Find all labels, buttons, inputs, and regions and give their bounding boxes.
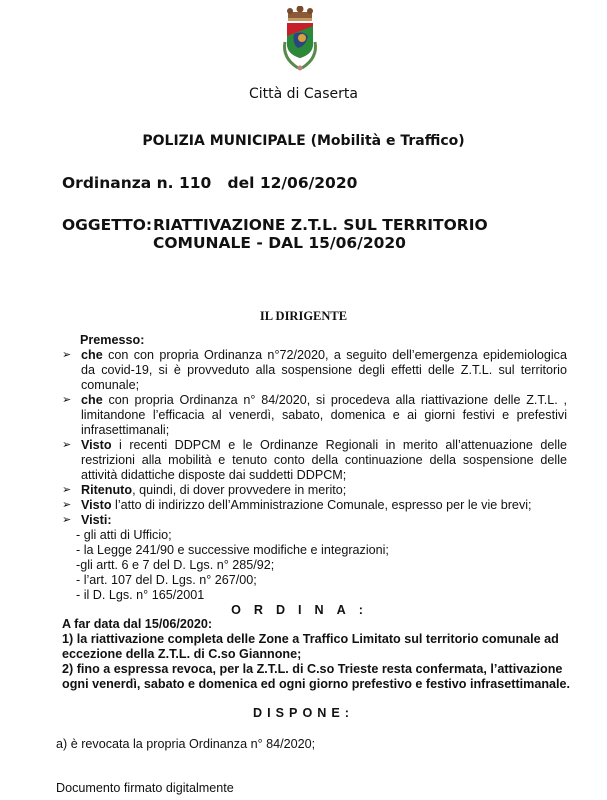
- ordina-point-1: 1) la riattivazione completa delle Zone a Traffico Limitato sul territorio comunale ad eccezione della Z.T.L. di C.so Giannone;: [62, 632, 559, 661]
- premise-text: l’atto di indirizzo dell’Amministrazione Comunale, espresso per le vie brevi;: [111, 498, 532, 512]
- premise-text: con con propria Ordinanza n°72/2020, a seguito dell’emergenza epidemiologica da covid-19, si è provveduto alla sospensione degli effetti delle Z.T.L. sul territorio comunale;: [81, 348, 567, 392]
- arrow-bullet-icon: ➢: [62, 514, 72, 526]
- ordina-point-2: 2) fino a espressa revoca, per la Z.T.L. di C.so Trieste resta confermata, l’attivazione ogni venerdì, sabato e domenica ed ogni giorno prefestivo e festivo infrasettimanale.: [62, 662, 571, 691]
- subject-text: [153, 216, 488, 252]
- premise-item: [62, 438, 567, 483]
- arrow-bullet-icon: ➢: [62, 349, 72, 361]
- premise-lead: che: [81, 348, 103, 362]
- premise-item: [62, 348, 567, 393]
- arrow-bullet-icon: ➢: [62, 439, 72, 451]
- ordina-body: [62, 617, 582, 692]
- dispone-point-a: a) è revocata la propria Ordinanza n° 84/2020;: [56, 737, 316, 751]
- premise-lead: Visto: [81, 438, 112, 452]
- subject-line-1: RIATTIVAZIONE Z.T.L. SUL TERRITORIO: [153, 216, 488, 234]
- subject-line-2: COMUNALE - DAL 15/06/2020: [153, 234, 406, 252]
- premesso-heading: Premesso:: [80, 333, 145, 347]
- city-crest-icon: [276, 6, 324, 78]
- premise-lead: Visto: [81, 498, 112, 512]
- visti-item: - gli atti di Ufficio;: [76, 528, 172, 542]
- subject-label: OGGETTO:: [62, 216, 153, 234]
- premise-item: [62, 483, 567, 498]
- premise-item: [62, 393, 567, 438]
- premise-lead: Ritenuto: [81, 483, 133, 497]
- department-title: POLIZIA MUNICIPALE (Mobilità e Traffico): [142, 133, 465, 149]
- visti-item: - il D. Lgs. n° 165/2001: [76, 588, 205, 602]
- arrow-bullet-icon: ➢: [62, 484, 72, 496]
- visti-item: - la Legge 241/90 e successive modifiche e integrazioni;: [76, 543, 389, 557]
- premise-text: i recenti DDPCM e le Ordinanze Regionali in merito all’attenuazione delle restrizioni alla mobilità e tenuto conto della continuazione della sospensione delle attività didattiche disposte dai suddetti DDPCM;: [81, 438, 567, 482]
- visti-item: -gli artt. 6 e 7 del D. Lgs. n° 285/92;: [76, 558, 275, 572]
- visti-item: - l’art. 107 del D. Lgs. n° 267/00;: [76, 573, 257, 587]
- arrow-bullet-icon: ➢: [62, 499, 72, 511]
- arrow-bullet-icon: ➢: [62, 394, 72, 406]
- dirigente-heading: IL DIRIGENTE: [259, 309, 348, 323]
- premise-lead: che: [81, 393, 103, 407]
- premise-item: [62, 513, 567, 528]
- premise-text: con propria Ordinanza n° 84/2020, si procedeva alla riattivazione delle Z.T.L. , limitandone l’efficacia al venerdì, sabato, domenica e ai giorni festivi e prefestivi infrasettimanali;: [81, 393, 567, 437]
- ordina-heading: ORDINA:: [231, 603, 376, 617]
- ordina-intro: A far data dal 15/06/2020:: [62, 617, 213, 631]
- dispone-heading: DISPONE:: [253, 706, 354, 720]
- premise-item: [62, 498, 567, 513]
- city-name: Città di Caserta: [249, 86, 358, 102]
- digital-signature-note: Documento firmato digitalmente: [56, 781, 234, 795]
- premise-lead: Visti:: [81, 513, 112, 527]
- premise-text: , quindi, di dover provvedere in merito;: [132, 483, 347, 497]
- ordinance-number: Ordinanza n. 110 del 12/06/2020: [62, 174, 358, 192]
